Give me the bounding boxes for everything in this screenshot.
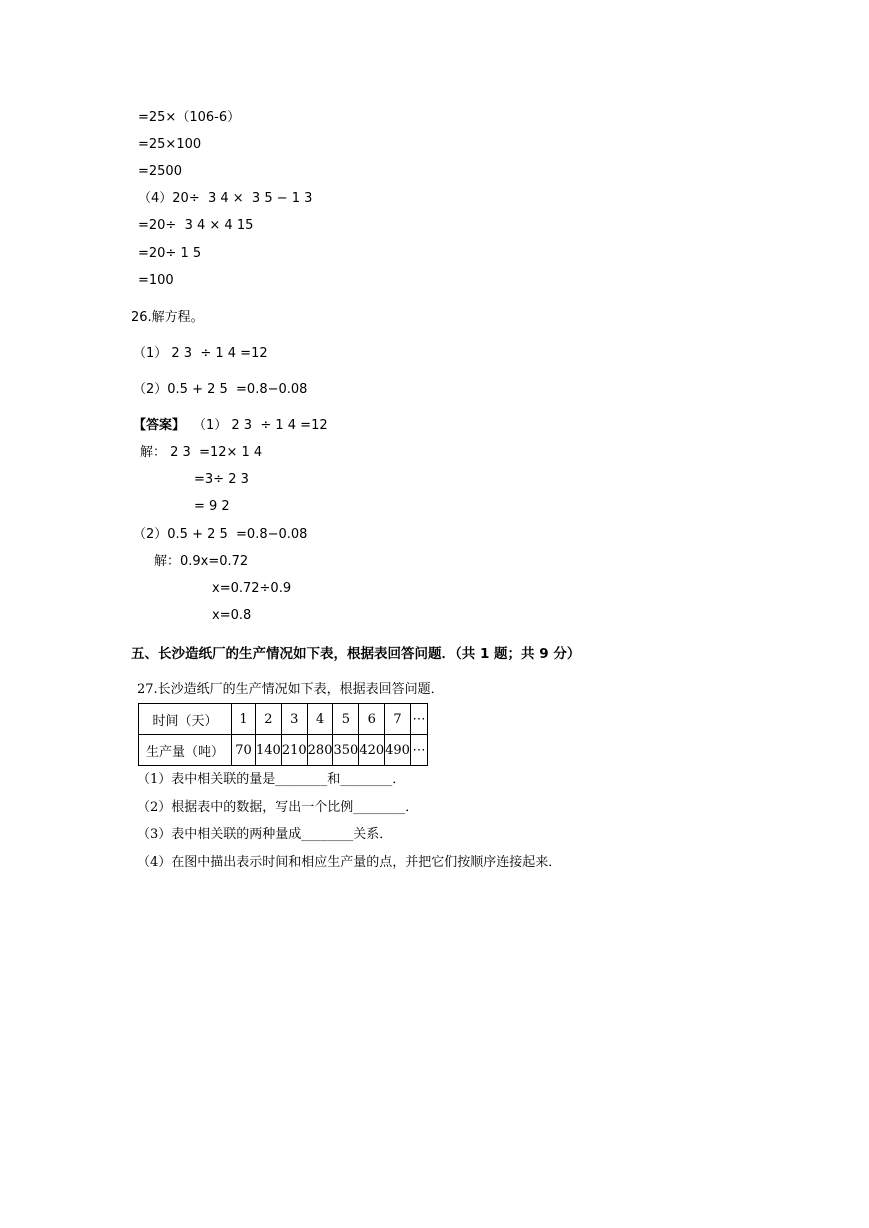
table-cell-amount: 140: [256, 735, 282, 766]
table-cell-day: 4: [307, 704, 333, 735]
answer-step-6: x=0.8: [212, 608, 252, 623]
table-row: [139, 704, 428, 735]
answer-step-5: x=0.72÷0.9: [212, 581, 292, 596]
table-cell-amount: 280: [307, 735, 333, 766]
question-27-title: 27.长沙造纸厂的生产情况如下表，根据表回答问题．: [137, 682, 444, 697]
question-27-part-2: （2）根据表中的数据，写出一个比例________．: [137, 800, 419, 815]
table-cell-ellipsis: ⋯: [410, 735, 427, 766]
table-header-amount: 生产量（吨）: [139, 735, 232, 766]
question-26-eq2: （2）0.5 + 2 5 =0.8−0.08: [133, 382, 308, 397]
table-cell-day: 5: [333, 704, 359, 735]
question-27-part-1: （1）表中相关联的量是________和________．: [137, 772, 406, 787]
question-26-eq1: （1） 2 3 ÷ 1 4 =12: [133, 346, 268, 361]
line-calc-7: =100: [138, 273, 174, 288]
table-cell-amount: 420: [359, 735, 385, 766]
table-cell-amount: 210: [281, 735, 307, 766]
table-cell-day: 6: [359, 704, 385, 735]
table-header-time: 时间（天）: [139, 704, 232, 735]
answer-step-2: =3÷ 2 3: [194, 472, 249, 487]
question-27-part-3: （3）表中相关联的两种量成________关系．: [137, 827, 393, 842]
line-calc-5: =20÷ 3 4 × 4 15: [138, 218, 254, 233]
line-calc-4: （4）20÷ 3 4 × 3 5 − 1 3: [138, 191, 313, 206]
answer-eq1: （1） 2 3 ÷ 1 4 =12: [193, 418, 328, 433]
answer-label: 【答案】: [133, 418, 186, 433]
table-cell-day: 2: [256, 704, 282, 735]
answer-step-1: 解： 2 3 =12× 1 4: [140, 445, 263, 460]
answer-step-3: = 9 2: [194, 499, 230, 514]
section-heading: 五、长沙造纸厂的生产情况如下表，根据表回答问题．（共 1 题；共 9 分）: [131, 646, 581, 662]
answer-step-4: 解：0.9x=0.72: [154, 554, 249, 569]
table-cell-day: 3: [281, 704, 307, 735]
table-cell-day: 1: [232, 704, 256, 735]
table-cell-day: 7: [385, 704, 411, 735]
line-calc-3: =2500: [138, 164, 182, 179]
question-26-title: 26.解方程。: [131, 310, 204, 325]
line-calc-6: =20÷ 1 5: [138, 246, 202, 261]
table-cell-amount: 70: [232, 735, 256, 766]
table-cell-ellipsis: ⋯: [410, 704, 427, 735]
question-27-part-4: （4）在图中描出表示时间和相应生产量的点，并把它们按顺序连接起来．: [137, 855, 562, 870]
line-calc-2: =25×100: [138, 137, 202, 152]
answer-eq2: （2）0.5 + 2 5 =0.8−0.08: [133, 527, 308, 542]
table-cell-amount: 350: [333, 735, 359, 766]
table-row: [139, 735, 428, 766]
production-table: [138, 703, 428, 766]
line-calc-1: =25×（106-6）: [138, 110, 241, 125]
table-cell-amount: 490: [385, 735, 411, 766]
